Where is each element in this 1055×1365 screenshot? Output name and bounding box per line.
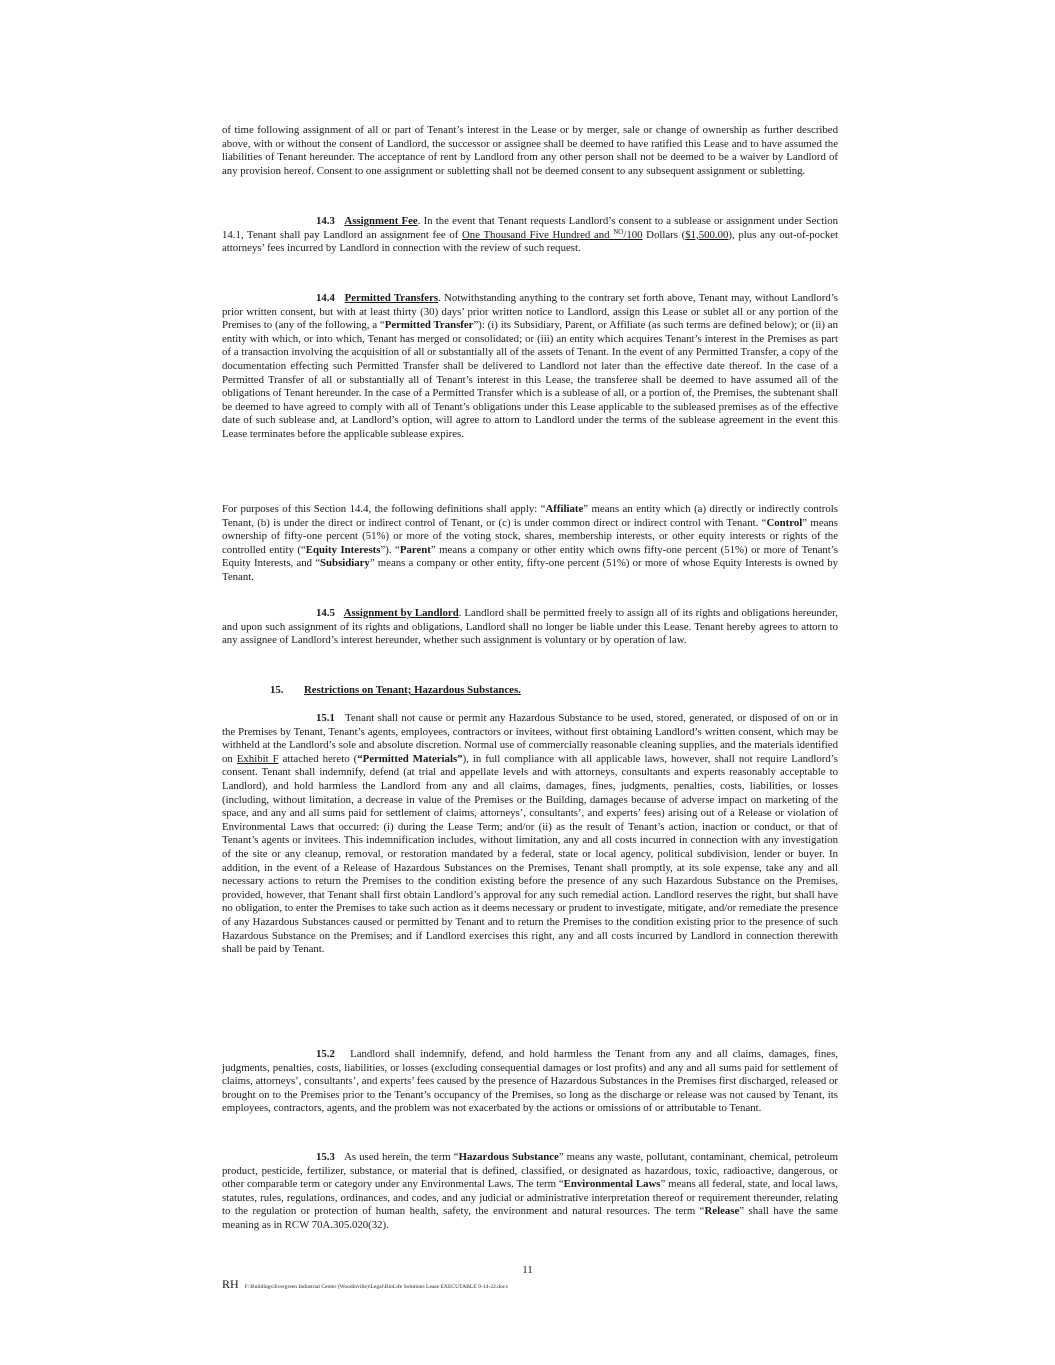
section-number: 15.3 [316, 1151, 335, 1163]
section-number: 15.2 [316, 1048, 335, 1060]
section-15-2: 15.2 Landlord shall indemnify, defend, and hold harmless the Tenant from any and all claims, damages, fines, judgments, penalties, costs, liabilities, or losses (excluding consequential damages or lost profits) and any and all sums paid for settlement of claims, attorneys’, consultants’, and experts’ fees caused by the presence of Hazardous Substances in the Premises first discharged, released or brought on to the Premises prior to the Tenant’s occupancy of the Premises, so long as the discharge or release was not caused by Tenant, its employees, contractors, agents, and the problem was not exacerbated by the actions or omissions of or attributable to Tenant. [222, 1048, 838, 1115]
section-number: 15.1 [316, 712, 335, 724]
section-number: 14.5 [316, 607, 335, 619]
section-number: 14.4 [316, 292, 335, 304]
section-14-4: 14.4 Permitted Transfers. Notwithstanding anything to the contrary set forth above, Tenant may, without Landlord’s prior written consent, but with at least thirty (30) days’ prior written notice to Landlord, assign this Lease or sublet all or any portion of the Premises to (any of the following, a “Permitted Transfer”): (i) its Subsidiary, Parent, or Affiliate (as such terms are defined below); or (ii) an entity with which, or into which, Tenant has merged or consolidated; or (iii) an entity which acquires Tenant’s interest in the Premises as part of a transaction involving the acquisition of all or substantially all of the assets of Tenant. In the event of any Permitted Transfer, a copy of the documentation effecting such Permitted Transfer shall be delivered to Landlord not later than the effective date thereof. In the case of a Permitted Transfer of all or substantially all of Tenant’s interest in this Lease, the transferee shall be deemed to have assumed all of the obligations of Tenant hereunder. In the case of a Permitted Transfer which is a sublease of all, or a portion of, the Premises, the subtenant shall be deemed to have agreed to comply with all of Tenant’s obligations under this Lease applicable to the subleased premises as of the effective date of such sublease and, at Landlord’s option, will agree to attorn to Landlord under the terms of the sublease agreement in the event this Lease terminates before the applicable sublease expires. [222, 292, 838, 440]
section-15-3: 15.3 As used herein, the term “Hazardous Substance” means any waste, pollutant, contaminant, chemical, petroleum product, pesticide, fertilizer, substance, or material that is defined, classified, or designated as hazardous, toxic, radioactive, dangerous, or other comparable term or category under any Environmental Laws. The term “Environmental Laws” means all federal, state, and local laws, statutes, rules, regulations, ordinances, and codes, and any judicial or administrative interpretation thereof or requirement thereunder, relating to the regulation or protection of human health, safety, the environment and natural resources. The term “Release” shall have the same meaning as in RCW 70A.305.020(32). [222, 1151, 839, 1231]
section-title: Permitted Transfers [344, 292, 439, 304]
footer-initials: RH [222, 1277, 239, 1291]
section-title: Assignment Fee [344, 215, 418, 227]
section-15-1: 15.1 Tenant shall not cause or permit any Hazardous Substance to be used, stored, generated, or disposed of on or in the Premises by Tenant, Tenant’s agents, employees, contractors or invitees, without first obtaining Landlord’s written consent, which may be withheld at the Landlord’s sole and absolute discretion. Normal use of commercially reasonable cleaning supplies, and the materials identified on Exhibit F attached hereto (“Permitted Materials”), in full compliance with all applicable laws, however, shall not require Landlord’s consent. Tenant shall indemnify, defend (at trial and appellate levels and with attorneys, consultants and experts reasonably acceptable to Landlord), and hold harmless the Landlord from any and all claims, damages, fines, judgments, penalties, costs, liabilities, or losses (including, without limitation, a decrease in value of the Premises or the Building, damages because of adverse impact on marketing of the space, and any and all sums paid for settlement of claims, attorneys’, consultants’, and experts’ fees) arising out of a Release or violation of Environmental Laws that occurred: (i) during the Lease Term; and/or (ii) as the result of Tenant’s action, inaction or conduct, or that of Tenant’s agents or invitees. This indemnification includes, without limitation, any and all costs incurred in connection with any investigation of the site or any cleanup, removal, or restoration mandated by a federal, state or local agency, political subdivision, lender or buyer. In addition, in the event of a Release of Hazardous Substances on the Premises, Tenant shall promptly, at its sole expense, take any and all necessary actions to return the Premises to the condition existing before the presence of any such Hazardous Substance on the Premises, provided, however, that Tenant shall first obtain Landlord’s approval for any such remedial action. Landlord reserves the right, but shall have no obligation, to enter the Premises to take such action as it deems necessary or prudent to investigate, mitigate, and/or remediate the presence of any Hazardous Substances caused or permitted by Tenant and to return the Premises to the condition existing prior to the presence of such Hazardous Substance on the Premises; and if Landlord exercises this right, any and all costs incurred by Landlord in connection therewith shall be paid by Tenant. [222, 712, 838, 956]
paragraph-continuation: of time following assignment of all or part of Tenant’s interest in the Lease or by merger, sale or change of ownership as further described above, with or without the consent of Landlord, the successor or assignee shall be deemed to have ratified this Lease and to have assumed the liabilities of Tenant hereunder. The acceptance of rent by Landlord from any other person shall not be deemed to be a waiver by Landlord of any provision hereof. Consent to one assignment or subletting shall not be deemed consent to any subsequent assignment or subletting. [222, 124, 838, 177]
section-title: Assignment by Landlord [343, 607, 459, 619]
section-15-heading: 15. Restrictions on Tenant; Hazardous Substances. [270, 684, 521, 696]
page-number: 11 [522, 1264, 533, 1276]
footer-file-path: F:\Buildings\Evergreen Industrial Center (Woodinville)\Legal\BioLife Solutions Lease EXECUTABLE 9-14-22.docx [244, 1284, 509, 1290]
section-number: 14.3 [316, 215, 335, 227]
section-14-3: 14.3 Assignment Fee. In the event that Tenant requests Landlord’s consent to a sublease or assignment under Section 14.1, Tenant shall pay Landlord an assignment fee of One Thousand Five Hundred and $^{NO}$/100 Dollars ($1,500.00), plus any out-of-pocket attorneys’ fees incurred by Landlord in connection with the review of such request. [222, 215, 839, 255]
definitions-paragraph: For purposes of this Section 14.4, the following definitions shall apply: “Affiliate” means an entity which (a) directly or indirectly controls Tenant, (b) is under the direct or indirect control of Tenant, or (c) is under common direct or indirect control with Tenant. “Control” means ownership of fifty-one percent (51%) or more of the voting stock, shares, membership interests, or other equity interests or rights of the controlled entity (“Equity Interests”). “Parent” means a company or other entity which owns fifty-one percent (51%) or more of Tenant’s Equity Interests, and “Subsidiary” means a company or other entity, fifty-one percent (51%) or more of whose Equity Interests is owned by Tenant. [222, 503, 839, 583]
footer [222, 1277, 508, 1292]
section-14-5: 14.5 Assignment by Landlord. Landlord shall be permitted freely to assign all of its rights and obligations hereunder, and upon such assignment of its rights and obligations, Landlord shall no longer be liable under this Lease. Tenant hereby agrees to attorn to any assignee of Landlord’s interest hereunder, whether such assignment is voluntary or by operation of law. [222, 607, 838, 647]
